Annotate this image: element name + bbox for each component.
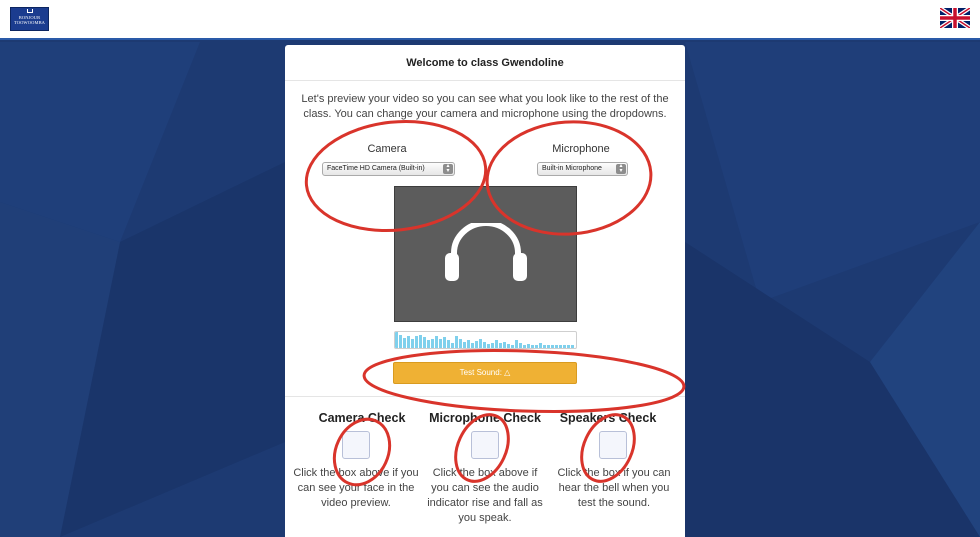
- test-sound-label: Test Sound:: [459, 368, 502, 377]
- select-arrows-icon: ▴ ▾: [616, 164, 626, 174]
- bonjour-toowoomba-logo[interactable]: [10, 7, 49, 31]
- meter-bar: [479, 339, 482, 348]
- select-arrows-icon: ▴ ▾: [443, 164, 453, 174]
- meter-bar: [503, 342, 506, 348]
- headphones-icon: [442, 223, 530, 283]
- microphone-check-checkbox[interactable]: [471, 431, 499, 459]
- uk-flag-icon[interactable]: [940, 8, 970, 28]
- meter-bar: [523, 345, 526, 348]
- camera-select[interactable]: [322, 162, 455, 176]
- meter-bar: [427, 340, 430, 348]
- meter-bar: [567, 345, 570, 348]
- camera-check-title: Camera Check: [318, 411, 406, 425]
- meter-bar: [495, 340, 498, 348]
- meter-bar: [491, 343, 494, 348]
- meter-bar: [459, 339, 462, 348]
- microphone-check-title: Microphone Check: [429, 411, 541, 425]
- camera-check-checkbox[interactable]: [342, 431, 370, 459]
- meter-bar: [407, 336, 410, 348]
- meter-bar: [507, 344, 510, 348]
- speakers-check-title: Speakers Check: [559, 411, 657, 425]
- speakers-check-checkbox[interactable]: [599, 431, 627, 459]
- logo-text-line2: TOOWOOMBA: [13, 20, 46, 25]
- bell-icon: △: [504, 368, 511, 377]
- meter-bar: [399, 335, 402, 348]
- microphone-check-description: Click the box above if you can see the audio indicator rise and fall as you speak.: [427, 467, 543, 524]
- meter-bar: [403, 338, 406, 348]
- meter-bar: [467, 340, 470, 348]
- meter-bar: [559, 345, 562, 348]
- meter-bar: [423, 337, 426, 348]
- logo-text-line1: BONJOUR: [18, 15, 41, 20]
- meter-bar: [447, 340, 450, 348]
- test-sound-button[interactable]: [393, 362, 577, 384]
- crown-icon: [27, 9, 33, 13]
- section-divider: [285, 396, 685, 397]
- meter-bar: [483, 342, 486, 348]
- welcome-modal: [285, 45, 685, 537]
- meter-bar: [539, 343, 542, 348]
- meter-bar: [555, 345, 558, 348]
- meter-bar: [411, 339, 414, 348]
- meter-bar: [499, 343, 502, 348]
- meter-bar: [571, 345, 574, 348]
- microphone-select-value: Built-in Microphone: [542, 165, 602, 172]
- meter-bar: [471, 343, 474, 348]
- meter-bar: [527, 344, 530, 348]
- meter-bar: [511, 345, 514, 348]
- meter-bar: [431, 339, 434, 348]
- speakers-check-description: Click the box if you can hear the bell when you test the sound.: [557, 467, 671, 509]
- meter-bar: [543, 345, 546, 348]
- meter-bar: [415, 336, 418, 348]
- intro-text: Let's preview your video so you can see what you look like to the rest of the class. You can change your camera and microphone using the dropdowns.: [301, 93, 669, 120]
- meter-bar: [547, 345, 550, 348]
- camera-check-description: Click the box above if you can see your face in the video preview.: [293, 467, 419, 509]
- meter-bar: [419, 335, 422, 348]
- microphone-select[interactable]: [537, 162, 628, 176]
- camera-label: Camera: [367, 143, 407, 155]
- camera-select-value: FaceTime HD Camera (Built-in): [327, 165, 425, 172]
- meter-bar: [519, 343, 522, 348]
- video-preview: [394, 186, 577, 322]
- meter-bar: [515, 340, 518, 348]
- meter-bar: [551, 345, 554, 348]
- meter-bar: [563, 345, 566, 348]
- meter-bar: [395, 332, 398, 348]
- meter-bar: [463, 342, 466, 348]
- meter-bar: [435, 336, 438, 348]
- microphone-label: Microphone: [552, 143, 610, 155]
- meter-bar: [451, 343, 454, 348]
- meter-bar: [487, 344, 490, 348]
- meter-bar: [475, 341, 478, 348]
- top-bar: [0, 0, 980, 40]
- meter-bar: [535, 345, 538, 348]
- meter-bar: [443, 337, 446, 348]
- meter-bar: [531, 345, 534, 348]
- modal-title: Welcome to class Gwendoline: [285, 45, 685, 81]
- meter-bar: [439, 339, 442, 348]
- meter-bar: [455, 336, 458, 348]
- audio-level-meter: [394, 331, 577, 349]
